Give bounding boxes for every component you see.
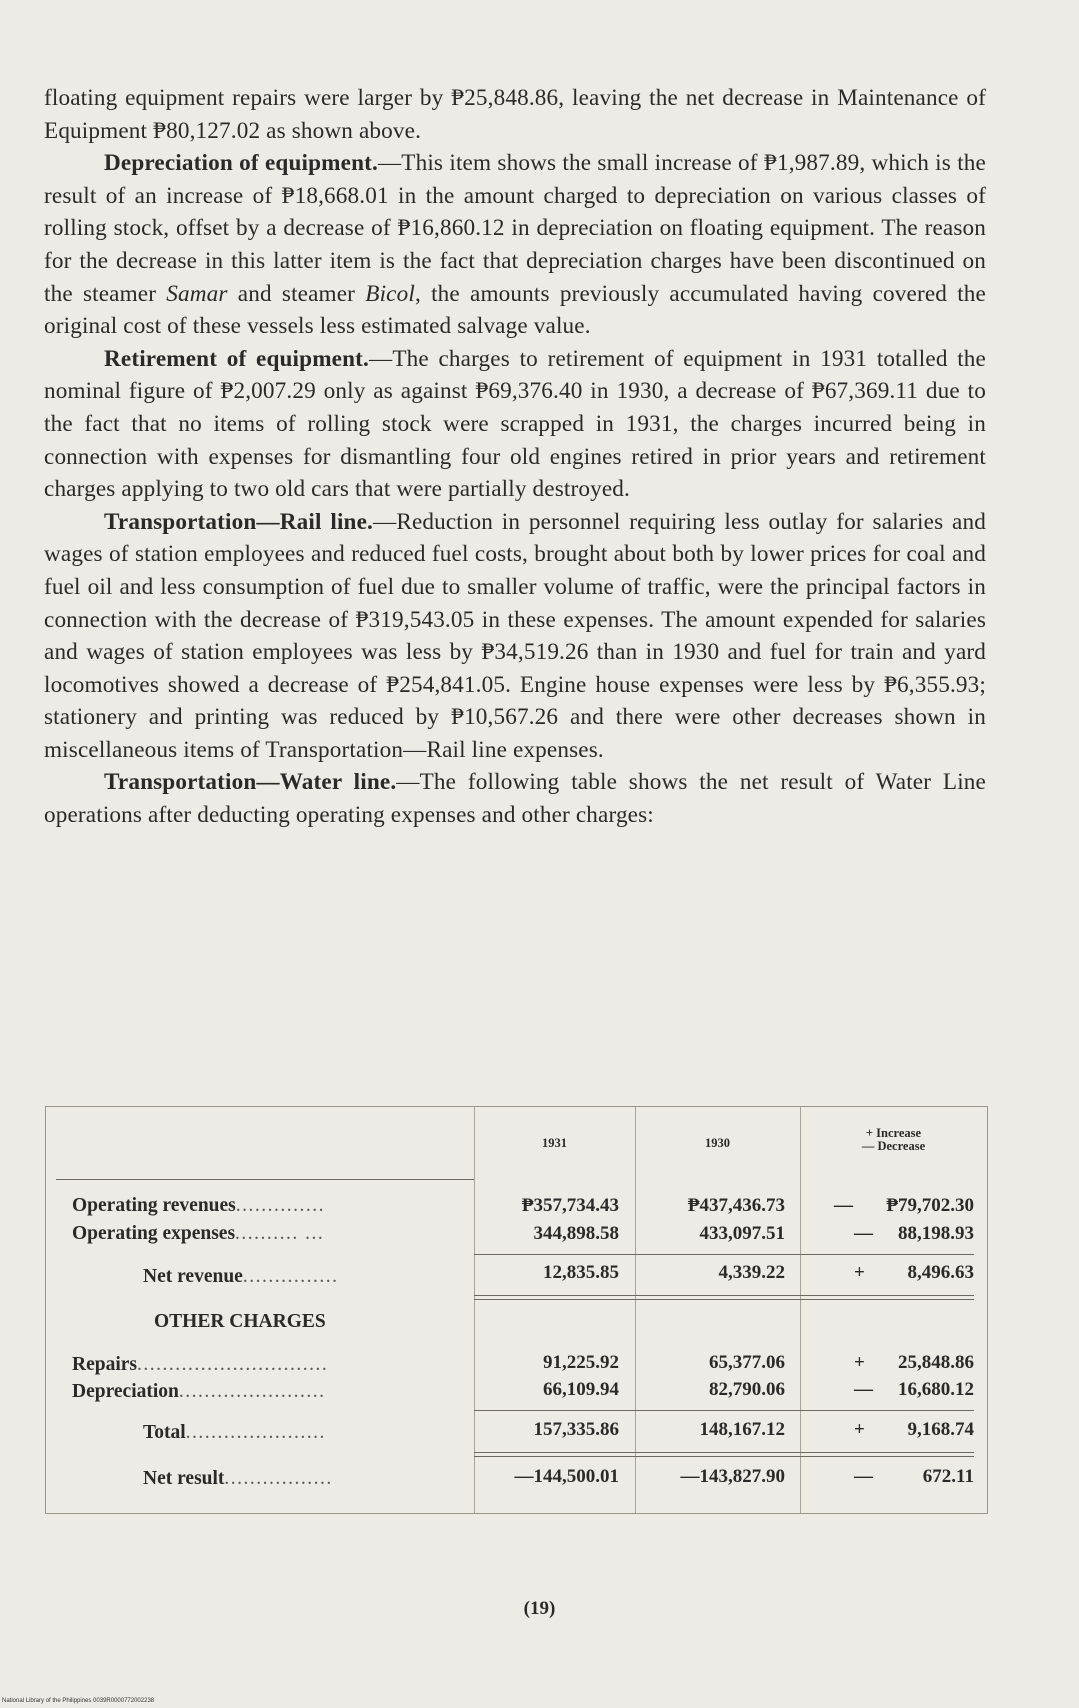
paragraph-text: and steamer (227, 280, 366, 307)
change-sign: — (854, 1379, 873, 1400)
cell-1930: 65,377.06 (709, 1352, 785, 1373)
cell-change: 9,168.74 (907, 1419, 974, 1440)
cell-1931: 344,898.58 (533, 1223, 619, 1244)
row-label-depreciation: Depreciation....................... (72, 1381, 326, 1402)
cell-1931: ₱357,734.43 (521, 1195, 619, 1216)
ship-name: Bicol (365, 280, 415, 307)
change-sign: + (854, 1352, 865, 1373)
row-label-net-revenue: Net revenue............... (143, 1266, 339, 1287)
paragraph-lead: Retirement of equipment. (104, 345, 369, 372)
paragraph-text: —This item shows the small increase of ₱1,987.89, which is the result of an increase of ₱18,668.01 in the amount charged to depreciation on various classes of rolling stock, offset by a decrease of ₱16,860.12 in depreciation on floating equipment. The reason for the decrease in this latter item is the fact that depreciation charges have been discontinued on the steamer (44, 150, 986, 307)
cell-change: ₱79,702.30 (886, 1195, 974, 1216)
column-header-1930: 1930 (705, 1136, 730, 1150)
paragraph-text: —Reduction in personnel requiring less outlay for salaries and wages of station employees and reduced fuel costs, brought about both by lower prices for coal and fuel oil and less consumption of fuel due to smaller volume of traffic, were the principal factors in connection with the decrease of ₱319,543.05 in these expenses. The amount expended for salaries and wages of station employees was less by ₱34,519.26 than in 1930 and fuel for train and yard locomotives showed a decrease of ₱254,841.05. Engine house expenses were less by ₱6,355.93; stationery and printing was reduced by ₱10,567.26 and there were other decreases shown in miscellaneous items of Transportation—Rail line expenses. (44, 508, 986, 763)
change-sign: + (854, 1419, 865, 1440)
cell-1930: 148,167.12 (699, 1419, 785, 1440)
paragraph-1 (44, 82, 986, 147)
paragraph-water-line (44, 766, 986, 831)
cell-change: 16,680.12 (898, 1379, 974, 1400)
paragraph-1-text: floating equipment repairs were larger by ₱25,848.86, leaving the net decrease in Maintenance of Equipment ₱80,127.02 as shown above. (44, 85, 986, 144)
paragraph-text: —The charges to retirement of equipment in 1931 totalled the nominal figure of ₱2,007.29 only as against ₱69,376.40 in 1930, a decrease of ₱67,369.11 due to the fact that no items of rolling stock were scrapped in 1931, the charges incurred being in connection with expenses for dismantling four old engines retired in prior years and retirement charges applying to two old cars that were partially destroyed. (44, 345, 986, 503)
cell-change: 8,496.63 (907, 1262, 974, 1283)
scan-credit: National Library of the Philippines 0039R0000772002238 (2, 1698, 155, 1704)
cell-1931: 157,335.86 (533, 1419, 619, 1440)
cell-1930: 433,097.51 (699, 1223, 785, 1244)
row-label-operating-expenses: Operating expenses.......... ... (72, 1223, 325, 1244)
subtotal-rule (474, 1254, 974, 1255)
paragraph-depreciation (44, 147, 986, 343)
cell-change: 672.11 (922, 1466, 974, 1487)
cell-1930: ₱437,436.73 (687, 1195, 785, 1216)
cell-change: 88,198.93 (898, 1223, 974, 1244)
row-label-operating-revenues: Operating revenues.............. (72, 1195, 326, 1216)
cell-1931: 12,835.85 (543, 1262, 619, 1283)
cell-1930: 82,790.06 (709, 1379, 785, 1400)
header-decrease: — Decrease (861, 1139, 926, 1153)
change-sign: — (854, 1223, 873, 1244)
column-header-change (800, 1127, 987, 1153)
cell-1931: 91,225.92 (543, 1352, 619, 1373)
double-rule (474, 1299, 974, 1300)
water-line-table (45, 1106, 988, 1514)
double-rule (474, 1452, 974, 1453)
header-increase: + Increase (865, 1126, 922, 1140)
paragraph-text: , the amounts previously accumulated having covered the original cost of these vessels less estimated salvage value. (44, 280, 986, 340)
section-heading-other-charges: OTHER CHARGES (154, 1311, 326, 1332)
cell-1930: —143,827.90 (680, 1466, 785, 1487)
double-rule (474, 1295, 974, 1296)
paragraph-lead: Transportation—Water line. (104, 769, 397, 796)
paragraph-lead: Transportation—Rail line. (104, 508, 373, 535)
cell-change: 25,848.86 (898, 1352, 974, 1373)
paragraph-lead: Depreciation of equipment. (104, 150, 378, 177)
header-rule (56, 1179, 474, 1180)
change-sign: — (834, 1195, 853, 1216)
paragraph-rail-line (44, 506, 986, 767)
column-header-1931: 1931 (542, 1136, 567, 1150)
change-sign: — (854, 1466, 873, 1487)
cell-1931: 66,109.94 (543, 1379, 619, 1400)
row-label-repairs: Repairs.............................. (72, 1354, 329, 1375)
paragraph-text: —The following table shows the net result of Water Line operations after deducting operating expenses and other charges: (44, 769, 986, 829)
page-number: (19) (523, 1598, 556, 1619)
ship-name: Samar (166, 280, 228, 307)
row-label-net-result: Net result................. (143, 1468, 333, 1489)
paragraph-retirement (44, 343, 986, 506)
row-label-total: Total...................... (143, 1422, 326, 1443)
body-text (44, 82, 986, 832)
subtotal-rule (474, 1410, 974, 1411)
cell-1930: 4,339.22 (718, 1262, 785, 1283)
change-sign: + (854, 1262, 865, 1283)
cell-1931: —144,500.01 (514, 1466, 619, 1487)
double-rule (474, 1456, 974, 1457)
